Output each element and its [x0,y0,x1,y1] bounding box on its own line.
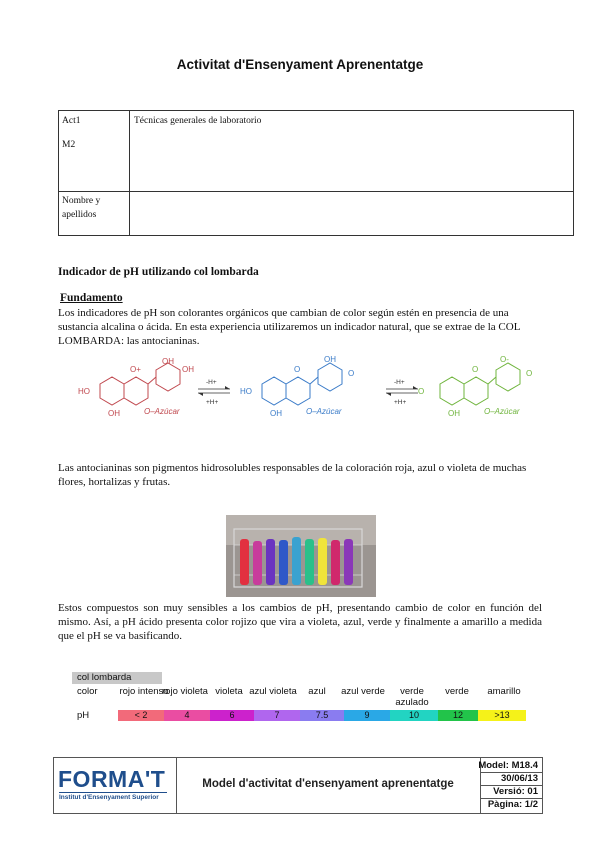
anthocyanin-equilibrium-diagram [60,354,540,434]
red-sugar-label: O–Azúcar [144,407,180,416]
ph-swatch: 7 [254,710,300,721]
green-o-left: O [418,387,425,396]
color-name-label: amarillo [487,686,521,697]
red-oplus-label: O+ [130,365,141,374]
red-oh-bottom: OH [108,409,120,418]
section-subheading: Fundamento [60,292,123,304]
ph-swatch: >13 [478,710,526,721]
logo-subtitle: Institut d'Ensenyament Superior [59,792,167,801]
paragraph-fundamento: Los indicadores de pH son colorantes orgánicos que cambian de color según estén en presencia de una sustancia alcalina o ácida. En esta experiencia utilizaremos un indicador natural, que se extrae de la COL LOMBARDA: las antocianinas. [58,307,521,347]
ph-swatch: 12 [438,710,478,721]
arrow1-head-back [198,393,203,396]
color-name-label: violeta [215,686,243,697]
module-code: M2 [62,140,76,150]
table-divider-vertical [129,111,130,235]
page-footer [53,757,543,814]
blue-o-right: O [348,369,355,378]
blue-o-label: O [294,365,301,374]
test-tubes-photo [226,515,376,597]
green-o-label: O [472,365,479,374]
blue-oh-bottom: OH [270,409,282,418]
footer-date: 30/06/13 [501,773,538,784]
activity-code: Act1 [62,116,81,126]
color-row-label: color [77,686,98,697]
ph-swatch: 6 [210,710,254,721]
ph-color-scale [72,672,532,724]
paragraph-anthocyanins: Las antocianinas son pigmentos hidrosolubles responsables de la coloración roja, azul o violeta de muchas flores, hortalizas y frutas. [58,462,527,488]
ph-swatch: 10 [390,710,438,721]
ph-row-label: pH [77,710,90,721]
footer-page: Pàgina: 1/2 [487,799,538,810]
arrow1-head-forward [225,386,230,389]
ph-scale-header: col lombarda [72,672,162,684]
green-o-right: O [526,369,533,378]
color-name-label: verde azulado [395,686,429,708]
blue-ho-label: HO [240,387,252,396]
table-divider-horizontal [59,191,573,192]
anionic-structure-green [440,363,520,405]
name-label: Nombre y apellidos [62,196,101,220]
arrow1-plus-h: +H+ [206,399,219,406]
paragraph-ph-sensitivity: Estos compuestos son muy sensibles a los cambios de pH, presentando cambio de color en función del mismo. Así, a pH ácido presenta color rojizo que vira a violeta, azul, verde y finalmente a amarillo a medida que el pH se va basificando. [58,602,542,642]
section-heading: Indicador de pH utilizando col lombarda [58,266,259,278]
red-oh-top1: OH [162,357,174,366]
footer-version: Versió: 01 [493,786,538,797]
red-ho-label: HO [78,387,90,396]
activity-title: Técnicas generales de laboratorio [134,116,262,126]
document-title: Activitat d'Ensenyament Aprenentatge [176,57,424,72]
red-oh-top2: OH [182,365,194,374]
green-sugar-label: O–Azúcar [484,407,520,416]
color-name-label: verde [445,686,469,697]
color-name-label: azul violeta [249,686,297,697]
color-name-label: rojo intenso [119,686,169,697]
color-name-label: rojo violeta [162,686,208,697]
ph-swatch: 7.5 [300,710,344,721]
quinoidal-structure-blue [262,363,342,405]
footer-model: Model: M18.4 [478,760,538,771]
green-oh-bottom: OH [448,409,460,418]
arrow2-plus-h: +H+ [394,399,407,406]
logo-text: FORMA'T [58,766,166,792]
color-name-label: azul [308,686,326,697]
ph-swatch: < 2 [118,710,164,721]
header-table [58,110,574,236]
green-ominus-top: O- [500,355,509,364]
arrow1-minus-h: -H+ [206,379,217,386]
ph-swatch: 9 [344,710,390,721]
blue-sugar-label: O–Azúcar [306,407,342,416]
arrow2-head-back [386,393,391,396]
name-field[interactable] [134,194,564,230]
ph-swatch: 4 [164,710,210,721]
blue-oh-top: OH [324,355,336,364]
arrow2-minus-h: -H+ [394,379,405,386]
color-name-label: azul verde [341,686,385,697]
footer-title: Model d'activitat d'ensenyament aprenentatge [202,778,454,790]
